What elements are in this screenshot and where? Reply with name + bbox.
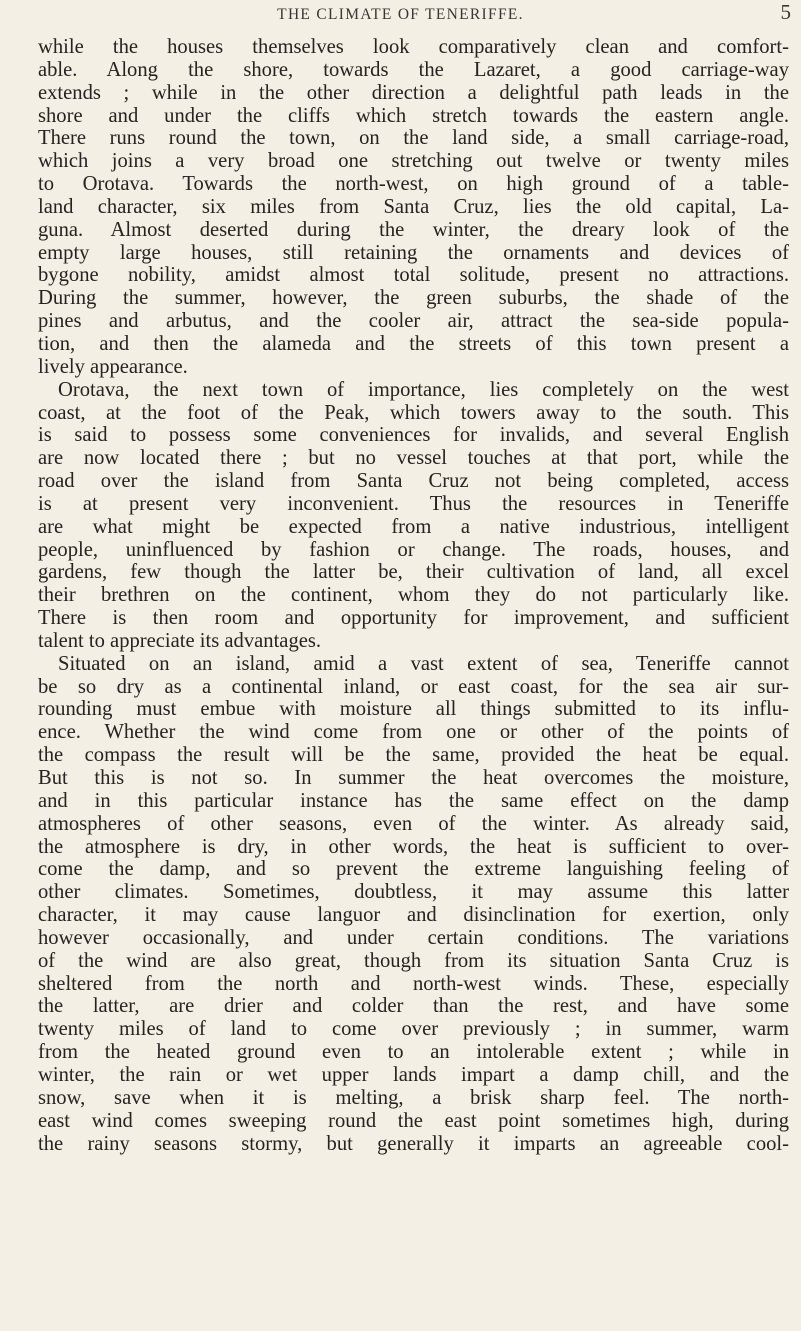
text-line: atmospheres of other seasons, even of the winter. As already said,	[38, 812, 789, 835]
body-text	[0, 36, 801, 1155]
text-line: There is then room and opportunity for improvement, and sufficient	[38, 607, 789, 630]
text-line: is said to possess some conveniences for invalids, and several English	[38, 424, 789, 447]
text-line: are what might be expected from a native industrious, intelligent	[38, 515, 789, 538]
text-line: from the heated ground even to an intolerable extent ; while in	[38, 1041, 789, 1064]
text-line: come the damp, and so prevent the extreme languishing feeling of	[38, 858, 789, 881]
text-line: Situated on an island, amid a vast extent of sea, Teneriffe cannot	[58, 652, 789, 675]
text-line: be so dry as a continental inland, or east coast, for the sea air sur-	[38, 675, 789, 698]
text-line: pines and arbutus, and the cooler air, attract the sea-side popula-	[38, 310, 789, 333]
page-number: 5	[780, 0, 791, 24]
text-line: road over the island from Santa Cruz not being completed, access	[38, 470, 789, 493]
text-line: are now located there ; but no vessel touches at that port, while the	[38, 447, 789, 470]
text-line: is at present very inconvenient. Thus the resources in Teneriffe	[38, 492, 789, 515]
text-line: tion, and then the alameda and the streets of this town present a	[38, 332, 789, 355]
text-line: But this is not so. In summer the heat overcomes the moisture,	[38, 767, 789, 789]
text-line: coast, at the foot of the Peak, which towers away to the south. This	[38, 401, 789, 424]
text-line: people, uninfluenced by fashion or change. The roads, houses, and	[38, 538, 789, 561]
text-line: the rainy seasons stormy, but generally it imparts an agreeable cool-	[38, 1132, 789, 1155]
text-line: the latter, are drier and colder than the rest, and have some	[38, 995, 789, 1018]
text-line: twenty miles of land to come over previously ; in summer, warm	[38, 1018, 789, 1041]
text-line: to Orotava. Towards the north-west, on high ground of a table-	[38, 173, 789, 196]
text-line: During the summer, however, the green suburbs, the shade of the	[38, 287, 789, 310]
text-line: snow, save when it is melting, a brisk sharp feel. The north-	[38, 1086, 789, 1109]
text-line: lively appearance.	[38, 355, 188, 378]
text-line: east wind comes sweeping round the east point sometimes high, during	[38, 1109, 789, 1132]
text-line: which joins a very broad one stretching out twelve or twenty miles	[38, 150, 789, 173]
text-line: Orotava, the next town of importance, lies completely on the west	[58, 378, 789, 401]
text-line: There runs round the town, on the land side, a small carriage-road,	[38, 127, 789, 150]
text-line: while the houses themselves look comparatively clean and comfort-	[38, 36, 789, 58]
text-line: other climates. Sometimes, doubtless, it may assume this latter	[38, 881, 789, 904]
text-line: however occasionally, and under certain conditions. The variations	[38, 926, 789, 949]
text-line: bygone nobility, amidst almost total solitude, present no attractions.	[38, 264, 789, 287]
running-title: THE CLIMATE OF TENERIFFE.	[277, 6, 524, 23]
text-line: character, it may cause languor and disinclination for exertion, only	[38, 904, 789, 927]
text-line: the atmosphere is dry, in other words, the heat is sufficient to over-	[38, 835, 789, 858]
text-line: guna. Almost deserted during the winter, the dreary look of the	[38, 218, 789, 241]
text-line: extends ; while in the other direction a delightful path leads in the	[38, 81, 789, 104]
text-line: talent to appreciate its advantages.	[38, 629, 322, 652]
text-line: rounding must embue with moisture all things submitted to its influ-	[38, 698, 789, 721]
text-line: and in this particular instance has the same effect on the damp	[38, 789, 789, 812]
text-line: sheltered from the north and north-west winds. These, especially	[38, 972, 789, 995]
text-line: the compass the result will be the same, provided the heat be equal.	[38, 744, 789, 767]
text-line: land character, six miles from Santa Cruz, lies the old capital, La-	[38, 195, 789, 218]
text-line: of the wind are also great, though from its situation Santa Cruz is	[38, 949, 789, 972]
text-line: shore and under the cliffs which stretch towards the eastern angle.	[38, 104, 789, 127]
text-line: ence. Whether the wind come from one or other of the points of	[38, 721, 789, 744]
text-line: their brethren on the continent, whom they do not particularly like.	[38, 584, 789, 607]
text-line: winter, the rain or wet upper lands impart a damp chill, and the	[38, 1063, 789, 1086]
text-line: able. Along the shore, towards the Lazaret, a good carriage-way	[38, 58, 789, 81]
text-line: gardens, few though the latter be, their cultivation of land, all excel	[38, 561, 789, 584]
text-line: empty large houses, still retaining the ornaments and devices of	[38, 241, 789, 264]
